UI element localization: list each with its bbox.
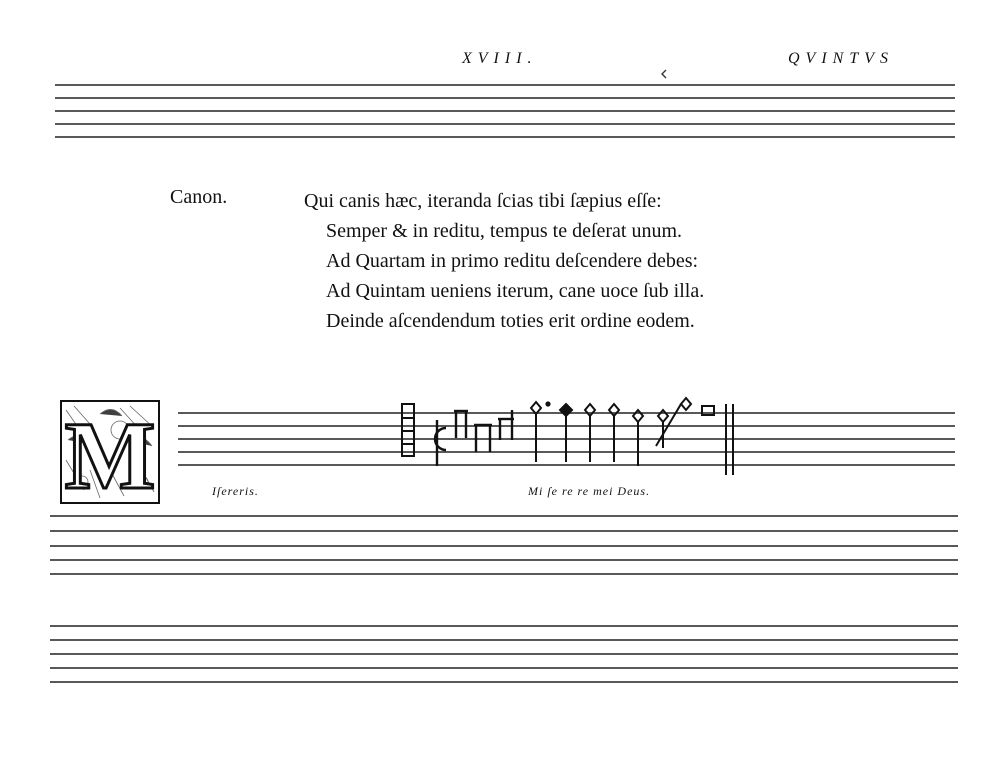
verse-line: Deinde aſcendendum toties erit ordine eodem. [326, 310, 695, 332]
canon-label: Canon. [170, 186, 228, 208]
empty-staff-2 [50, 516, 958, 574]
empty-staff-3 [50, 626, 958, 682]
canon-verse [304, 186, 704, 336]
initial-letter: M [64, 402, 156, 504]
ligature-notes [454, 410, 514, 452]
incipit-text: Iſereris. [212, 484, 259, 498]
empty-staff-top [55, 85, 955, 137]
verse-line: Ad Quartam in primo reditu deſcendere debes: [326, 250, 699, 272]
folio-number: XVIII. [462, 50, 538, 67]
voice-part-title: QVINTVS [788, 50, 894, 67]
stray-mark [662, 70, 666, 78]
minim-notes [531, 398, 714, 466]
clef-mark [402, 404, 414, 456]
verse-line: Ad Quintam ueniens iterum, cane uoce ſub illa. [326, 280, 705, 302]
verse-line: Qui canis hæc, iteranda ſcias tibi ſæpius eſſe: [304, 190, 662, 212]
verse-line: Semper & in reditu, tempus te deſerat unum. [326, 220, 683, 242]
mensuration-sign [435, 420, 446, 466]
lyric-text: Mi ſe re re mei Deus. [528, 484, 651, 498]
decorated-initial [60, 400, 160, 504]
